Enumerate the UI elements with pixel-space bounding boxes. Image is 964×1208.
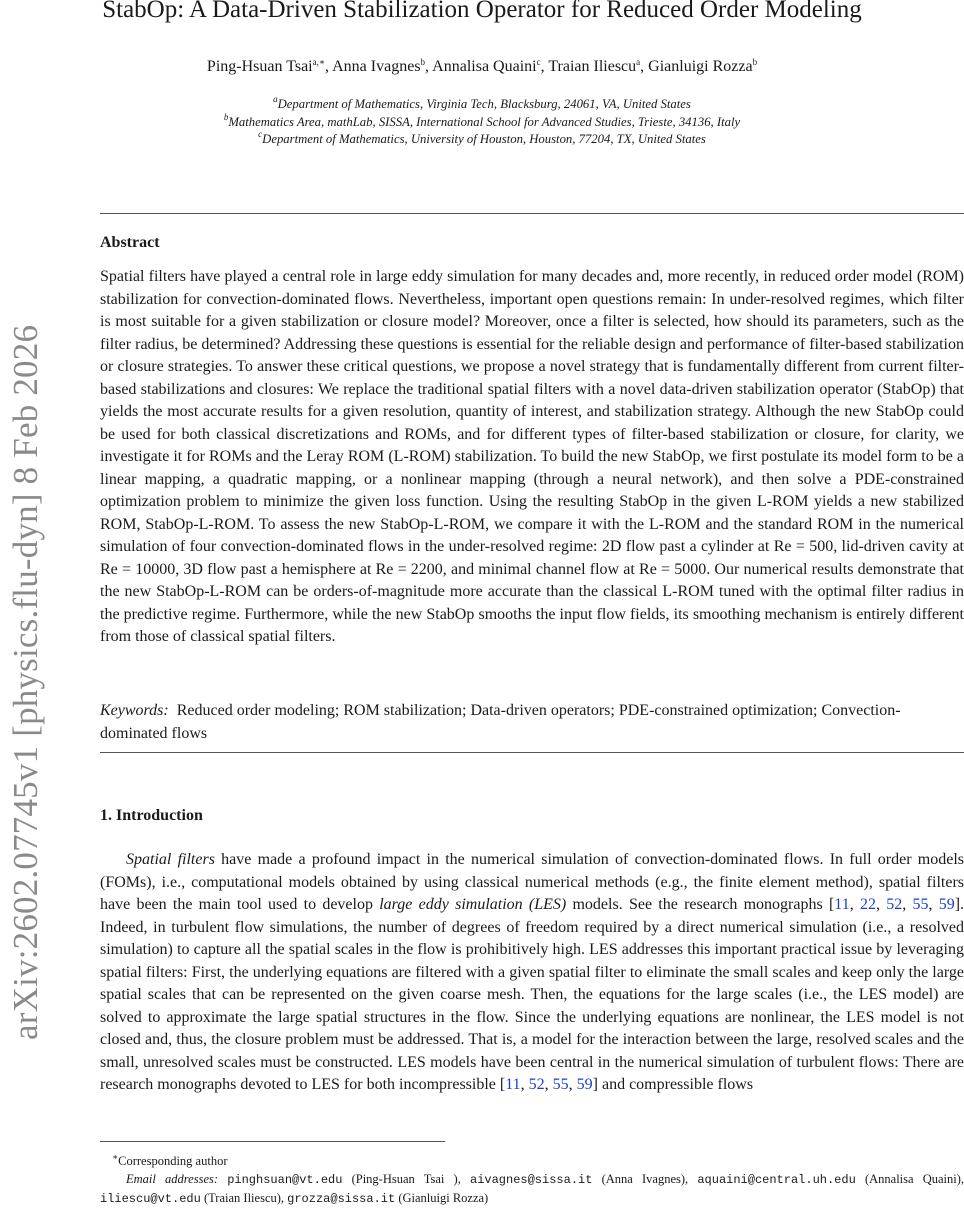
author-affiliation-mark: b xyxy=(752,57,758,67)
affiliation-line xyxy=(0,131,964,148)
footnote-rule xyxy=(100,1141,445,1142)
abstract-body: Spatial filters have played a central role in large eddy simulation for many decades and, more recently, in reduced order model (ROM) stabilization for convection-dominated flows. Nevertheless, important open questions remain: In under-resolved regimes, which filter is most suitable for a given stabilization or closure model? Moreover, once a filter is selected, how should its parameters, such as the filter radius, be determined? Addressing these questions is essential for the reliable design and performance of filter-based stabilization or closure strategies. To answer these critical questions, we propose a novel strategy that is fundamentally different from current filter-based stabilizations and closures: We replace the traditional spatial filters with a novel data-driven stabilization operator (StabOp) that yields the most accurate results for a given resolution, quantity of interest, and stabilization strategy. Although the new StabOp could be used for both classical discretizations and ROMs, and for different types of filter-based stabilization or closure, for clarity, we investigate it for ROMs and the Leray ROM (L-ROM) stabilization. To build the new StabOp, we first postulate its model form to be a linear mapping, a quadratic mapping, or a nonlinear mapping (through a neural network), and then solve a PDE-constrained optimization problem to minimize the given loss function. Using the resulting StabOp in the given L-ROM yields a new stabilized ROM, StabOp-L-ROM. To assess the new StabOp-L-ROM, we compare it with the L-ROM and the standard ROM in the numerical simulation of four convection-dominated flows in the under-resolved regime: 2D flow past a cylinder at Re = 500, lid-driven cavity at Re = 10000, 3D flow past a hemisphere at Re = 2200, and minimal channel flow at Re = 5000. Our numerical results demonstrate that the new StabOp-L-ROM can be orders-of-magnitude more accurate than the classical L-ROM tuned with the optimal filter radius in the predictive regime. Furthermore, while the new StabOp smooths the input flow fields, its smoothing mechanism is entirely different from those of classical spatial filters. xyxy=(100,268,964,645)
author-affiliation-mark: c xyxy=(536,57,541,67)
affiliation-text: Mathematics Area, mathLab, SISSA, International School for Advanced Studies, Trieste, 34136, Italy xyxy=(228,115,741,129)
citation-link[interactable]: 55 xyxy=(552,1076,569,1093)
author-affiliation-mark: b xyxy=(420,57,426,67)
intro-text: ]. Indeed, in turbulent flow simulations, the number of degrees of freedom required by a direct numerical simulation (i.e., a resolved simulation) to capture all the spatial scales in the flow is prohibitively high. LES addresses this important practical issue by leveraging spatial filters: First, the underlying equations are filtered with a given spatial filter to eliminate the small scales and keep only the large spatial scales that can be represented on the given coarse mesh. Then, the equations for the large scales (i.e., the LES model) are solved to approximate the large spatial structures in the flow. Since the underlying equations are nonlinear, the LES model is not closed and, thus, the closure problem must be addressed. That is, a model for the interaction between the large, resolved scales and the small, unresolved scales must be constructed. LES models have been central in the numerical simulation of turbulent flows: There are research monographs devoted to LES for both incompressible [ xyxy=(100,896,964,1093)
author-affiliation-mark: a xyxy=(636,57,641,67)
intro-emphasis: Spatial filters xyxy=(126,851,215,868)
citation-link[interactable]: 55 xyxy=(912,896,929,913)
keywords-label: Keywords: xyxy=(100,702,169,719)
arxiv-identifier-stamp: arXiv:2602.07745v1 [physics.flu-dyn] 8 Feb 2026 xyxy=(6,324,45,1040)
email-address[interactable]: aquaini@central.uh.edu xyxy=(697,1173,856,1188)
keywords-text: Reduced order modeling; ROM stabilization; Data-driven operators; PDE-constrained optimization; Convection-dominated flows xyxy=(100,702,901,742)
email-address[interactable]: iliescu@vt.edu xyxy=(100,1192,201,1207)
citation-link[interactable]: 52 xyxy=(528,1076,545,1093)
email-owner: (Anna Ivagnes) xyxy=(601,1172,686,1187)
affiliation-text: Department of Mathematics, Virginia Tech, Blacksburg, 24061, VA, United States xyxy=(277,97,691,111)
intro-text: ] and compressible flows xyxy=(592,1076,754,1093)
author-name: Ping-Hsuan Tsai xyxy=(206,58,313,75)
author-list: Ping-Hsuan Tsai$^{a,∗}$, Anna Ivagnes$^b$, Annalisa Quaini$^c$, Traian Iliescu$^a$, Gianluigi Rozza$^b$ xyxy=(206,57,758,75)
abstract-top-rule xyxy=(100,213,964,214)
email-address[interactable]: grozza@sissa.it xyxy=(287,1192,396,1207)
abstract-heading: Abstract xyxy=(100,234,160,251)
footnotes xyxy=(100,1148,964,1208)
abstract-bottom-rule xyxy=(100,752,964,753)
email-address[interactable]: aivagnes@sissa.it xyxy=(470,1173,593,1188)
author-name: Gianluigi Rozza xyxy=(648,58,753,75)
affiliation-line xyxy=(0,114,964,131)
keywords-block xyxy=(100,700,964,745)
citation-link[interactable]: 22 xyxy=(859,896,876,913)
author-affiliation-mark: a,∗ xyxy=(312,57,325,67)
affiliation-mark: c xyxy=(258,129,263,139)
intro-emphasis: large eddy simulation (LES) xyxy=(379,896,567,913)
email-owner: (Traian Iliescu) xyxy=(203,1191,281,1206)
affiliation-line xyxy=(0,96,964,113)
paper-title: StabOp: A Data-Driven Stabilization Operator for Reduced Order Modeling xyxy=(102,0,862,23)
author-name: Anna Ivagnes xyxy=(332,58,421,75)
citation-link[interactable]: 52 xyxy=(886,896,903,913)
section-heading-introduction: 1. Introduction xyxy=(100,807,203,824)
citation-link[interactable]: 59 xyxy=(938,896,955,913)
corresponding-author-text: Corresponding author xyxy=(118,1154,228,1169)
citation-link[interactable]: 11 xyxy=(505,1076,521,1093)
affiliation-mark: a xyxy=(273,94,278,104)
citation-link[interactable]: 11 xyxy=(834,896,850,913)
email-owner: (Ping-Hsuan Tsai ) xyxy=(351,1172,458,1187)
email-address[interactable]: pinghsuan@vt.edu xyxy=(227,1173,343,1188)
affiliation-text: Department of Mathematics, University of Houston, Houston, 77204, TX, United States xyxy=(262,132,706,146)
citation-link[interactable]: 59 xyxy=(576,1076,593,1093)
intro-text: have made a profound impact in the numerical simulation of convection-dominated flows. In full order models (FOMs), i.e., computational models obtained by using classical numerical methods (e.g., the finite element method), spatial filters have been the main tool used to develop xyxy=(100,851,964,913)
email-addresses-note: Email addresses: pinghsuan@vt.edu (Ping-Hsuan Tsai ), aivagnes@sissa.it (Anna Ivagnes), aquaini@central.uh.edu (Annalisa Quaini), iliescu@vt.edu (Traian Iliescu), grozza@sissa.it (Gianluigi Rozza) xyxy=(100,1172,964,1207)
email-label: Email addresses: xyxy=(126,1172,219,1187)
introduction-paragraph: Spatial filters have made a profound impact in the numerical simulation of convection-dominated flows. In full order models (FOMs), i.e., computational models obtained by using classical numerical methods (e.g., the finite element method), spatial filters have been the main tool used to develop large eddy simulation (LES) models. See the research monographs [11, 22, 52, 55, 59]. Indeed, in turbulent flow simulations, the number of degrees of freedom required by a direct numerical simulation (i.e., a resolved simulation) to capture all the spatial scales in the flow is prohibitively high. LES addresses this important practical issue by leveraging spatial filters: First, the underlying equations are filtered with a given spatial filter to eliminate the small scales and keep only the large spatial scales that can be represented on the given coarse mesh. Then, the equations for the large scales (i.e., the LES model) are solved to approximate the large spatial structures in the flow. Since the underlying equations are nonlinear, the LES model is not closed and, thus, the closure problem must be addressed. That is, a model for the interaction between the large, resolved scales and the small, unresolved scales must be constructed. LES models have been central in the numerical simulation of turbulent flows: There are research monographs devoted to LES for both incompressible [11, 52, 55, 59] and compressible flows xyxy=(100,851,964,1093)
affiliation-mark: b xyxy=(223,112,229,122)
footnote-mark: ∗ xyxy=(112,1152,119,1162)
email-owner: (Gianluigi Rozza) xyxy=(398,1191,489,1206)
author-name: Annalisa Quaini xyxy=(432,58,537,75)
email-owner: (Annalisa Quaini) xyxy=(864,1172,961,1187)
corresponding-author-note xyxy=(100,1148,964,1170)
intro-text: models. See the research monographs [ xyxy=(566,896,835,913)
author-name: Traian Iliescu xyxy=(548,58,637,75)
